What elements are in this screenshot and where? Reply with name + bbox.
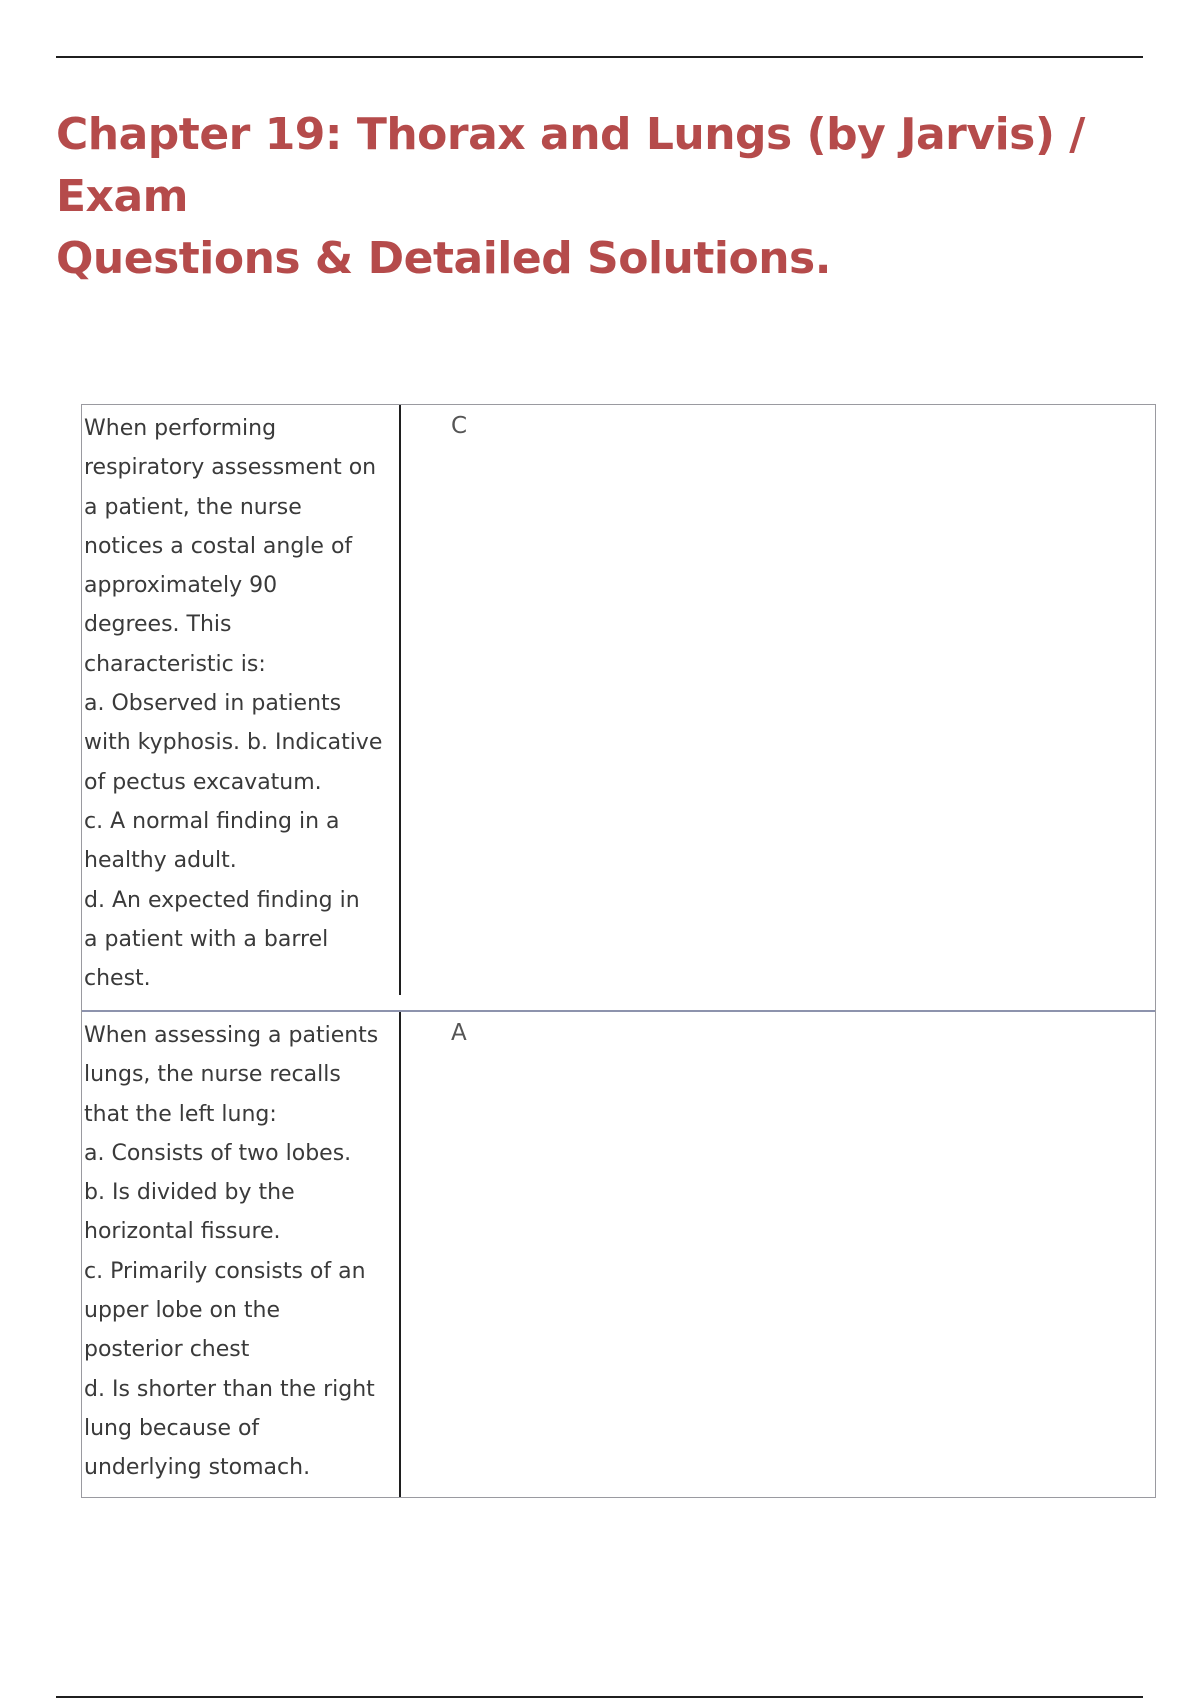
question-cell-2 <box>82 1012 401 1497</box>
question-2-line: lung because of <box>84 1415 260 1441</box>
question-1-line: approximately 90 <box>84 573 278 599</box>
question-2-option-c: c. Primarily consists of an <box>84 1258 366 1284</box>
question-1-line: a patient, the nurse <box>84 494 302 520</box>
answer-cell-1: C <box>451 413 468 439</box>
qa-row-1 <box>82 405 1155 1012</box>
question-1-option-c: c. A normal finding in a <box>84 808 340 834</box>
question-2-line: that the left lung: <box>84 1101 277 1127</box>
question-1-line: healthy adult. <box>84 848 237 874</box>
answer-cell-2: A <box>451 1020 467 1046</box>
top-rule <box>56 56 1143 58</box>
title-line-2: Questions & Detailed Solutions. <box>56 233 831 284</box>
page-title <box>56 104 1156 290</box>
qa-table <box>81 404 1156 1498</box>
question-2-option-a: a. Consists of two lobes. <box>84 1140 352 1166</box>
question-cell-1 <box>82 405 401 995</box>
question-2-line: When assessing a patients <box>84 1023 379 1048</box>
question-1-option-a: a. Observed in patients <box>84 691 342 717</box>
qa-row-2 <box>82 1012 1155 1497</box>
question-2-line: upper lobe on the <box>84 1298 281 1324</box>
question-2-line: horizontal fissure. <box>84 1219 281 1245</box>
question-1-line: a patient with a barrel <box>84 926 329 952</box>
question-1-option-d: d. An expected finding in <box>84 887 360 913</box>
question-2-option-b: b. Is divided by the <box>84 1180 295 1206</box>
title-line-1: Chapter 19: Thorax and Lungs (by Jarvis) / Exam <box>56 109 1085 222</box>
question-2-line: underlying stomach. <box>84 1455 311 1481</box>
question-1-line: notices a costal angle of <box>84 533 353 559</box>
question-1-option-b: with kyphosis. b. Indicative <box>84 730 383 756</box>
question-1-line: respiratory assessment on <box>84 455 377 481</box>
question-2-line: posterior chest <box>84 1337 250 1363</box>
bottom-rule <box>56 1696 1143 1698</box>
question-1-line: chest. <box>84 966 151 992</box>
question-1-line: characteristic is: <box>84 651 266 677</box>
question-2-line: lungs, the nurse recalls <box>84 1062 341 1088</box>
question-1-line: When performing <box>84 416 277 441</box>
question-2-option-d: d. Is shorter than the right <box>84 1376 375 1402</box>
question-1-line: of pectus excavatum. <box>84 769 322 795</box>
question-1-line: degrees. This <box>84 612 232 638</box>
